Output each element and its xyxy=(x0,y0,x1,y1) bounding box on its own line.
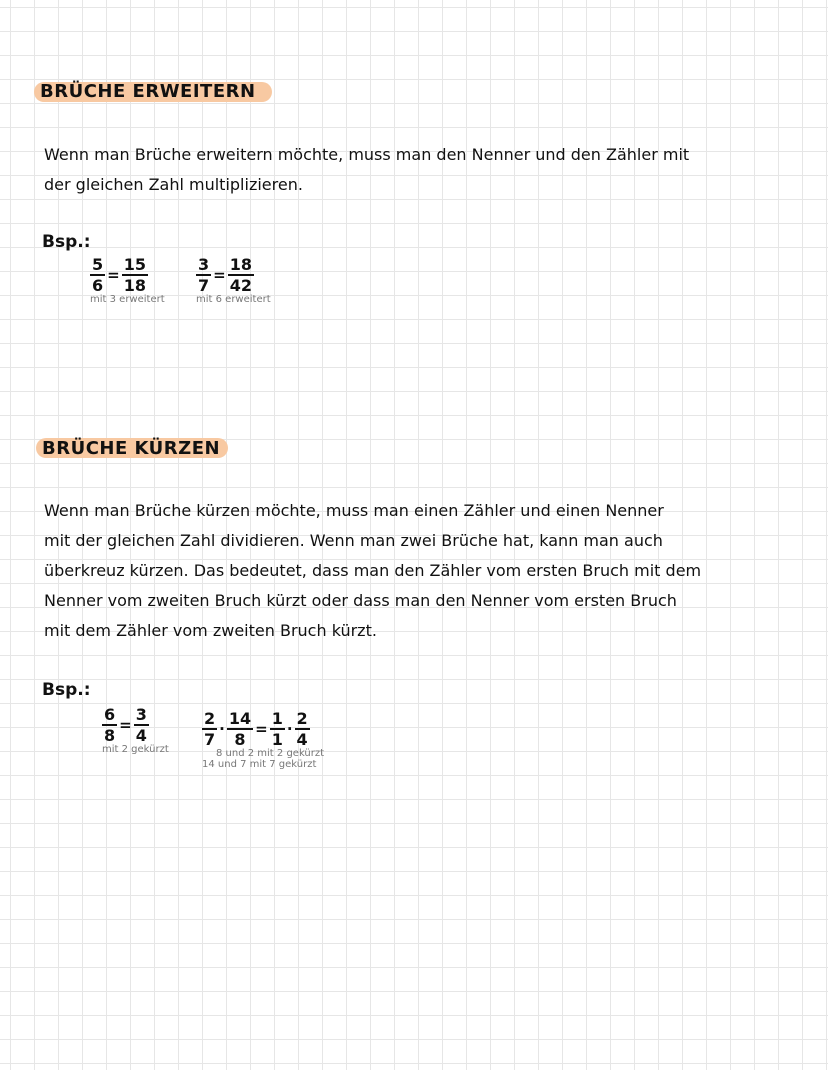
fraction: $\frac{15}{18}$ xyxy=(123,255,146,295)
example-erweitern-1 xyxy=(90,256,165,305)
example-note: mit 6 erweitert xyxy=(196,294,271,305)
paragraph-line: Nenner vom zweiten Bruch kürzt oder dass man den Nenner vom ersten Bruch xyxy=(44,591,677,610)
section-heading-erweitern: BRÜCHE ERWEITERN xyxy=(40,81,256,102)
example-label: Bsp.: xyxy=(42,232,91,252)
example-note: 14 und 7 mit 7 gekürzt xyxy=(202,759,317,770)
equals-sign: = xyxy=(119,716,132,734)
paragraph-line: überkreuz kürzen. Das bedeutet, dass man den Zähler vom ersten Bruch mit dem xyxy=(44,561,702,580)
paragraph-line: mit dem Zähler vom zweiten Bruch kürzt. xyxy=(44,621,377,640)
example-note: mit 3 erweitert xyxy=(90,294,165,305)
kuerzen-paragraph xyxy=(44,496,701,646)
example-note: 8 und 2 mit 2 gekürzt xyxy=(216,748,325,759)
erweitern-paragraph xyxy=(44,140,689,200)
fraction: $\frac{1}{1}$ xyxy=(271,709,283,749)
fraction: $\frac{2}{7}$ xyxy=(204,709,216,749)
paragraph-line: mit der gleichen Zahl dividieren. Wenn man zwei Brüche hat, kann man auch xyxy=(44,531,663,550)
fraction: $\frac{18}{42}$ xyxy=(229,255,252,295)
equals-sign: = xyxy=(107,266,120,284)
example-erweitern-2 xyxy=(196,256,271,305)
equals-sign: = xyxy=(255,720,268,738)
fraction: $\frac{3}{4}$ xyxy=(135,705,147,745)
paragraph-line: Wenn man Brüche kürzen möchte, muss man einen Zähler und einen Nenner xyxy=(44,501,664,520)
fraction: $\frac{3}{7}$ xyxy=(198,255,210,295)
section-heading-kuerzen: BRÜCHE KÜRZEN xyxy=(42,438,221,459)
paragraph-line: Wenn man Brüche erweitern möchte, muss man den Nenner und den Zähler mit xyxy=(44,145,690,164)
multiply-dot: · xyxy=(219,720,225,738)
fraction: $\frac{2}{4}$ xyxy=(296,709,308,749)
fraction: $\frac{6}{8}$ xyxy=(104,705,116,745)
example-kuerzen-2 xyxy=(202,710,324,770)
paragraph-line: der gleichen Zahl multiplizieren. xyxy=(44,175,303,194)
equals-sign: = xyxy=(213,266,226,284)
fraction: $\frac{5}{6}$ xyxy=(92,255,104,295)
multiply-dot: · xyxy=(286,720,293,738)
example-kuerzen-1 xyxy=(102,706,169,755)
example-label: Bsp.: xyxy=(42,680,91,700)
example-note: mit 2 gekürzt xyxy=(102,744,169,755)
fraction: $\frac{14}{8}$ xyxy=(228,709,252,749)
